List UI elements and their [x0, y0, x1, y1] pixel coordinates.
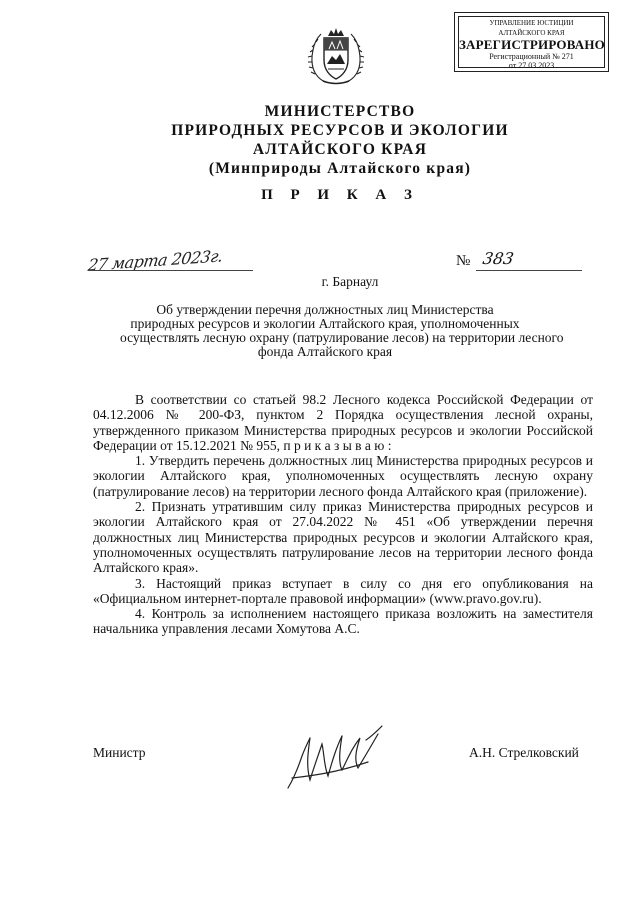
signatory-role: Министр [93, 745, 146, 760]
subject-line4: фонда Алтайского края [257, 344, 393, 359]
registration-stamp [454, 12, 609, 72]
signatory-name: А.Н. Стрелковский [469, 745, 579, 760]
stamp-status: ЗАРЕГИСТРИРОВАНО [459, 37, 605, 52]
stamp-reg-number: Регистрационный № 271 [489, 52, 574, 61]
document-type-title: П Р И К А З [261, 187, 419, 203]
stamp-date: от 27.03.2023 [508, 61, 555, 70]
ministry-name-line1: МИНИСТЕРСТВО [264, 103, 416, 120]
subject-line2: природных ресурсов и экологии Алтайского края, уполномоченных [130, 316, 520, 331]
number-underline [476, 270, 582, 271]
number-label: № [456, 253, 471, 269]
stamp-org-line2: АЛТАЙСКОГО КРАЯ [498, 29, 565, 37]
order-item-1: 1. Утвердить перечень должностных лиц Министерства природных ресурсов и экологии Алтайского края, уполномоченных осуществлять лесную охрану (патрулирование лесов) на территории лесного фонда Алтайского края (приложение). [93, 453, 593, 499]
ministry-short-name: (Минприроды Алтайского края) [208, 160, 472, 177]
city-name: г. Барнаул [321, 274, 379, 289]
coat-of-arms-icon [307, 24, 365, 88]
registration-stamp-frame [458, 16, 605, 68]
handwritten-number: 383 [481, 249, 516, 268]
document-body [93, 392, 593, 637]
order-item-3: 3. Настоящий приказ вступает в силу со дня его опубликования на «Официальном интернет-портале правовой информации» (www.pravo.gov.ru). [93, 575, 593, 606]
ministry-name-line2: ПРИРОДНЫХ РЕСУРСОВ И ЭКОЛОГИИ [171, 122, 509, 139]
subject-line3: осуществлять лесную охрану (патрулирование лесов) на территории лесного [120, 330, 564, 345]
stamp-org-line1: УПРАВЛЕНИЕ ЮСТИЦИИ [489, 19, 574, 27]
document-subject [120, 302, 564, 359]
subject-line1: Об утверждении перечня должностных лиц Министерства [156, 302, 494, 317]
ministry-name-line3: АЛТАЙСКОГО КРАЯ [252, 141, 428, 158]
handwritten-date: 27 марта 2023г. [86, 246, 224, 275]
handwritten-signature-icon [280, 718, 390, 798]
date-underline [88, 270, 253, 271]
order-item-4: 4. Контроль за исполнением настоящего приказа возложить на заместителя начальника управления лесами Хомутова А.С. [93, 606, 593, 637]
order-item-2: 2. Признать утратившим силу приказ Министерства природных ресурсов и экологии Алтайского края от 27.04.2022 № 451 «Об утверждении перечня должностных лиц Министерства природных ресурсов и экологии Алтайского края, уполномоченных осуществлять патрулирование лесов на территории лесного фонда Алтайского края». [93, 499, 593, 576]
preamble-paragraph: В соответствии со статьей 98.2 Лесного кодекса Российской Федерации от 04.12.2006 № 200-ФЗ, пунктом 2 Порядка осуществления лесной охраны, утвержденного приказом Министерства природных ресурсов и экологии Российской Федерации от 15.12.2021 № 955, п р и к а з ы в а ю : [93, 392, 593, 453]
